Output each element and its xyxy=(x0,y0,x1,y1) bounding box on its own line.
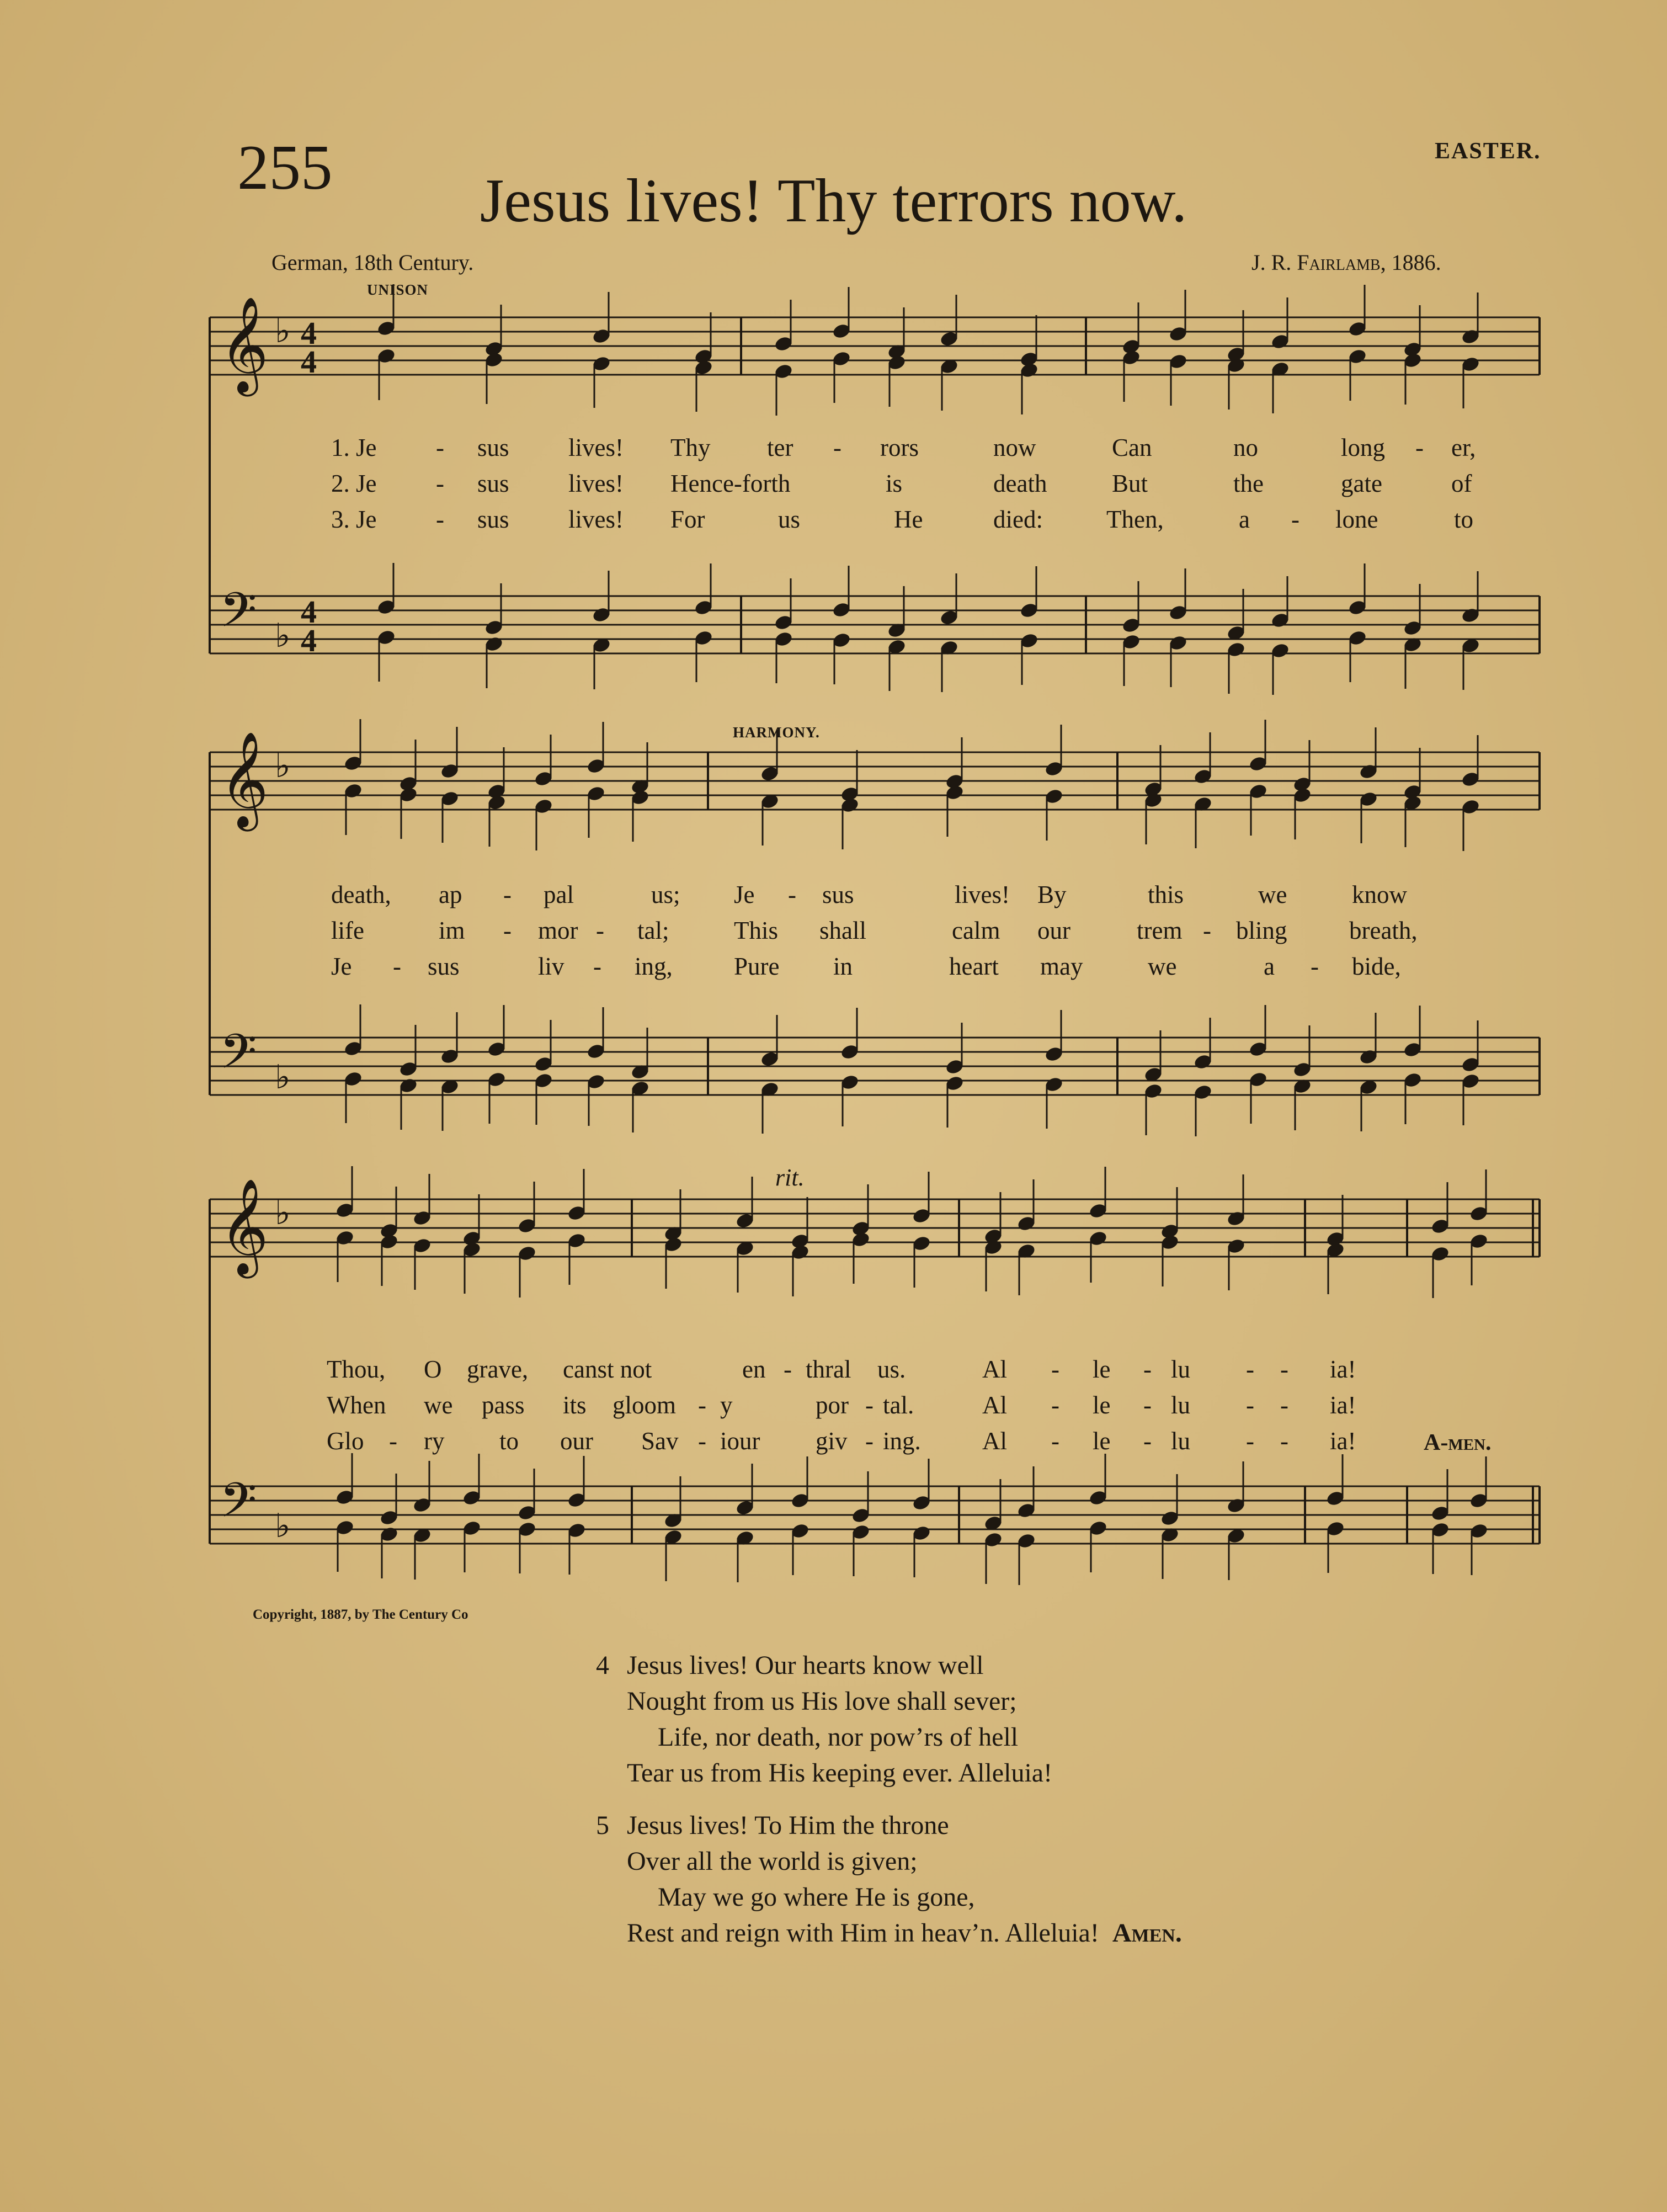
time-signature: 4 xyxy=(301,594,317,630)
lyric-syllable: bide, xyxy=(1352,953,1401,980)
stanza-line-text: Rest and reign with Him in heav’n. Alleluia! xyxy=(627,1918,1099,1948)
lyric-syllable: y xyxy=(720,1391,733,1419)
lyric-syllable: - xyxy=(1280,1355,1288,1383)
lyric-syllable: lu xyxy=(1171,1355,1191,1383)
lyric-syllable: no xyxy=(1233,434,1258,461)
bass-clef-icon: 𝄢 xyxy=(220,582,257,650)
additional-stanzas xyxy=(596,1647,1182,1968)
lyric-syllable: - xyxy=(593,953,601,980)
lyric-syllable: - xyxy=(1246,1355,1254,1383)
lyric-syllable: Sav xyxy=(641,1427,679,1455)
lyric-syllable: to xyxy=(1454,506,1474,533)
lyric-syllable: - xyxy=(1203,917,1211,944)
text-source: German, 18th Century. xyxy=(271,250,474,275)
lyric-syllable: This xyxy=(734,917,779,944)
treble-clef-icon: 𝄞 xyxy=(220,1178,269,1274)
time-signature: 4 xyxy=(301,623,317,658)
lyric-syllable: Thy xyxy=(670,434,711,461)
lyric-syllable: death, xyxy=(331,881,391,908)
lyric-syllable: lives! xyxy=(568,506,624,533)
lyric-syllable: ing. xyxy=(883,1427,921,1455)
lyric-syllable: to xyxy=(499,1427,519,1455)
bass-clef-icon: 𝄢 xyxy=(220,1024,257,1091)
lyric-syllable: - xyxy=(1246,1427,1254,1455)
lyric-syllable: sus xyxy=(477,506,509,533)
stanza-line: Nought from us His love shall sever; xyxy=(627,1687,1017,1716)
lyric-syllable: im xyxy=(439,917,465,944)
lyric-syllable: lives! xyxy=(568,434,624,461)
lyric-syllable: ia! xyxy=(1330,1427,1356,1455)
stanza-line: Life, nor death, nor pow’rs of hell xyxy=(658,1722,1019,1752)
lyric-syllable: Pure xyxy=(734,953,780,980)
lyric-syllable: may xyxy=(1040,953,1083,980)
lyric-syllable: For xyxy=(670,506,705,533)
lyric-syllable: pass xyxy=(482,1391,525,1419)
section-heading: EASTER. xyxy=(1435,139,1541,164)
flat-key-signature-icon: ♭ xyxy=(275,1507,291,1545)
direction-harmony: HARMONY. xyxy=(733,724,820,741)
lyric-syllable: Thou, xyxy=(327,1355,386,1383)
stanza-number: 5 xyxy=(596,1811,609,1840)
lyric-syllable: sus xyxy=(477,470,509,497)
time-signature: 4 xyxy=(301,344,317,380)
lyric-syllable: ing, xyxy=(635,953,673,980)
lyric-syllable: pal xyxy=(544,881,574,908)
lyric-syllable: us; xyxy=(651,881,680,908)
stanza-line: Jesus lives! To Him the throne xyxy=(627,1811,949,1840)
tempo-mark-rit: rit. xyxy=(775,1164,805,1191)
stanza-line xyxy=(596,1915,1182,1951)
lyric-syllable: - xyxy=(698,1427,706,1455)
lyric-syllable: its xyxy=(563,1391,587,1419)
lyric-syllable: - xyxy=(503,881,512,908)
lyric-syllable: Glo xyxy=(327,1427,364,1455)
lyric-syllable: - xyxy=(784,1355,792,1383)
lyric-syllable: le xyxy=(1093,1391,1111,1419)
lyric-syllable: is xyxy=(886,470,903,497)
stanza-4 xyxy=(596,1647,1182,1791)
lyric-syllable: en xyxy=(742,1355,766,1383)
lyric-syllable: lone xyxy=(1335,506,1378,533)
lyric-syllable: now xyxy=(993,434,1036,461)
lyric-syllable: He xyxy=(894,506,923,533)
flat-key-signature-icon: ♭ xyxy=(275,312,291,350)
lyric-syllable: died: xyxy=(993,506,1043,533)
lyric-syllable: sus xyxy=(477,434,509,461)
lyric-syllable: 3. Je xyxy=(331,506,377,533)
lyric-syllable: heart xyxy=(949,953,999,980)
lyric-syllable: - xyxy=(1311,953,1319,980)
lyric-syllable: le xyxy=(1093,1355,1111,1383)
lyric-syllable: rors xyxy=(880,434,919,461)
flat-key-signature-icon: ♭ xyxy=(275,616,291,655)
lyric-syllable: our xyxy=(560,1427,593,1455)
lyric-syllable: - xyxy=(1280,1391,1288,1419)
lyric-syllable: us. xyxy=(877,1355,906,1383)
lyric-syllable: breath, xyxy=(1349,917,1418,944)
lyric-syllable: we xyxy=(1148,953,1177,980)
lyric-syllable: our xyxy=(1037,917,1070,944)
lyric-syllable: canst not xyxy=(563,1355,652,1383)
lyric-syllable: ia! xyxy=(1330,1355,1356,1383)
lyric-syllable: know xyxy=(1352,881,1407,908)
lyric-syllable: - xyxy=(1291,506,1299,533)
lyric-syllable: - xyxy=(503,917,512,944)
lyric-syllable: a xyxy=(1239,506,1250,533)
lyric-syllable: 1. Je xyxy=(331,434,377,461)
time-signature: 4 xyxy=(301,315,317,351)
lyric-syllable: - xyxy=(1246,1391,1254,1419)
lyric-syllable: le xyxy=(1093,1427,1111,1455)
stanza-line: Jesus lives! Our hearts know well xyxy=(627,1651,984,1680)
lyric-syllable: shall xyxy=(819,917,866,944)
lyric-syllable: - xyxy=(393,953,401,980)
lyric-syllable: iour xyxy=(720,1427,760,1455)
lyric-syllable: bling xyxy=(1236,917,1287,944)
lyric-syllable: ia! xyxy=(1330,1391,1356,1419)
lyric-syllable: long xyxy=(1341,434,1386,461)
lyric-syllable: thral xyxy=(806,1355,851,1383)
lyric-syllable: Je xyxy=(734,881,755,908)
lyric-syllable: this xyxy=(1148,881,1184,908)
lyric-syllable: tal. xyxy=(883,1391,914,1419)
composer-credit: J. R. Fairlamb, 1886. xyxy=(1251,250,1441,275)
lyric-syllable: - xyxy=(1280,1427,1288,1455)
lyric-syllable: life xyxy=(331,917,364,944)
lyric-syllable: grave, xyxy=(467,1355,529,1383)
lyric-syllable: - xyxy=(436,470,444,497)
stanza-5 xyxy=(596,1807,1182,1951)
lyric-syllable: gate xyxy=(1341,470,1382,497)
direction-unison: UNISON xyxy=(367,281,429,298)
lyric-syllable: calm xyxy=(952,917,1000,944)
lyric-syllable: gloom xyxy=(613,1391,677,1419)
lyric-syllable: Then, xyxy=(1106,506,1164,533)
lyric-syllable: ter xyxy=(767,434,793,461)
flat-key-signature-icon: ♭ xyxy=(275,747,291,785)
flat-key-signature-icon: ♭ xyxy=(275,1194,291,1232)
lyric-syllable: - xyxy=(788,881,796,908)
lyric-syllable: a xyxy=(1264,953,1275,980)
lyric-syllable: we xyxy=(1258,881,1287,908)
flat-key-signature-icon: ♭ xyxy=(275,1058,291,1097)
stanza-number: 4 xyxy=(596,1651,609,1680)
lyric-syllable: Hence-forth xyxy=(670,470,791,497)
stanza-line: Over all the world is given; xyxy=(627,1847,918,1876)
lyric-syllable: lu xyxy=(1171,1391,1191,1419)
lyric-syllable: sus xyxy=(822,881,854,908)
amen-label: A-men. xyxy=(1424,1430,1492,1455)
lyric-syllable: - xyxy=(1143,1427,1152,1455)
lyric-syllable: liv xyxy=(538,953,564,980)
lyric-syllable: - xyxy=(865,1427,874,1455)
hymn-number: 255 xyxy=(237,132,333,203)
lyric-syllable: Al xyxy=(982,1391,1007,1419)
lyric-syllable: Al xyxy=(982,1427,1007,1455)
lyric-syllable: tal; xyxy=(637,917,669,944)
lyric-syllable: por xyxy=(816,1391,849,1419)
lyric-syllable: lu xyxy=(1171,1427,1191,1455)
lyric-syllable: giv xyxy=(816,1427,848,1455)
lyric-syllable: we xyxy=(424,1391,453,1419)
hymn-title: Jesus lives! Thy terrors now. xyxy=(480,167,1187,235)
lyric-syllable: trem xyxy=(1137,917,1183,944)
lyric-syllable: 2. Je xyxy=(331,470,377,497)
lyric-syllable: - xyxy=(1415,434,1424,461)
lyric-syllable: - xyxy=(596,917,604,944)
lyric-syllable: death xyxy=(993,470,1047,497)
lyric-syllable: - xyxy=(436,434,444,461)
stanza-line: Tear us from His keeping ever. Alleluia! xyxy=(627,1758,1053,1788)
lyric-syllable: - xyxy=(1051,1427,1059,1455)
lyric-syllable: - xyxy=(865,1391,874,1419)
lyric-syllable: in xyxy=(833,953,853,980)
treble-clef-icon: 𝄞 xyxy=(220,731,269,827)
lyric-syllable: By xyxy=(1037,881,1067,908)
lyric-syllable: Je xyxy=(331,953,352,980)
lyric-syllable: mor xyxy=(538,917,578,944)
lyric-syllable: - xyxy=(1143,1391,1152,1419)
stanza-line: May we go where He is gone, xyxy=(658,1883,975,1912)
lyric-syllable: sus xyxy=(428,953,460,980)
lyric-syllable: ap xyxy=(439,881,462,908)
lyric-syllable: O xyxy=(424,1355,442,1383)
lyric-syllable: - xyxy=(436,506,444,533)
treble-clef-icon: 𝄞 xyxy=(220,296,269,392)
lyric-syllable: Can xyxy=(1112,434,1152,461)
copyright-notice: Copyright, 1887, by The Century Co xyxy=(253,1607,468,1622)
lyric-syllable: - xyxy=(1051,1355,1059,1383)
lyric-syllable: - xyxy=(1051,1391,1059,1419)
lyric-syllable: Al xyxy=(982,1355,1007,1383)
lyric-syllable: lives! xyxy=(568,470,624,497)
lyric-syllable: the xyxy=(1233,470,1264,497)
lyric-syllable: But xyxy=(1112,470,1148,497)
lyric-syllable: lives! xyxy=(955,881,1010,908)
lyric-syllable: er, xyxy=(1451,434,1476,461)
lyric-syllable: ry xyxy=(424,1427,445,1455)
lyric-syllable: - xyxy=(1143,1355,1152,1383)
lyric-syllable: When xyxy=(327,1391,386,1419)
lyric-syllable: - xyxy=(698,1391,706,1419)
lyric-syllable: - xyxy=(389,1427,397,1455)
lyric-syllable: of xyxy=(1451,470,1472,497)
stanza-amen: Amen. xyxy=(1112,1918,1182,1948)
lyric-syllable: - xyxy=(833,434,842,461)
lyric-syllable: us xyxy=(778,506,801,533)
bass-clef-icon: 𝄢 xyxy=(220,1472,257,1540)
